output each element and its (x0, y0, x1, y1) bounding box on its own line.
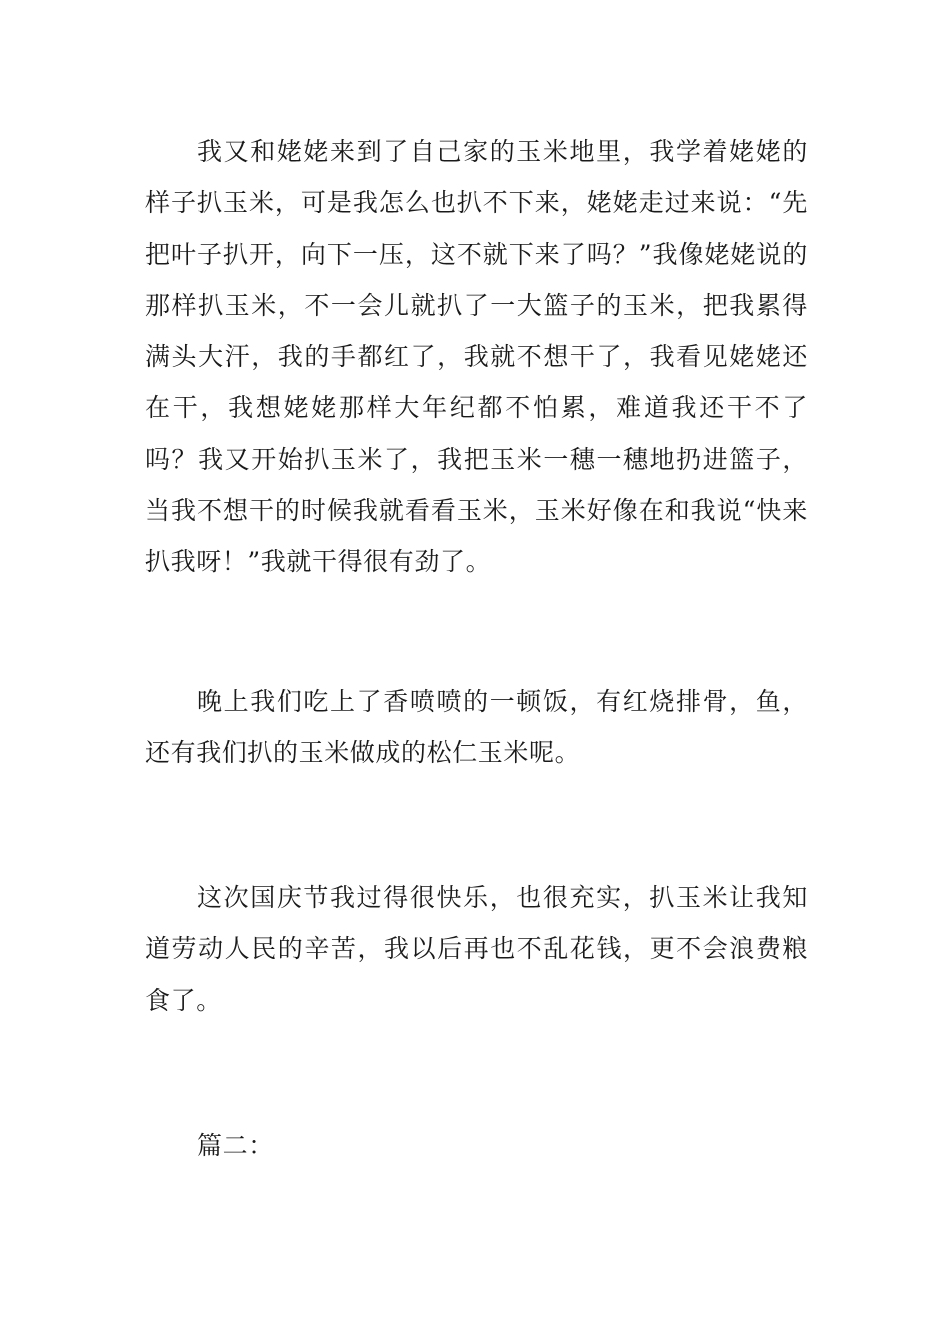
section-heading-part-two: 篇二： (197, 1131, 274, 1160)
paragraph-dinner: 晚上我们吃上了香喷喷的一顿饭，有红烧排骨，鱼，还有我们扒的玉米做成的松仁玉米呢。 (145, 687, 808, 768)
paragraph-conclusion: 这次国庆节我过得很快乐，也很充实，扒玉米让我知道劳动人民的辛苦，我以后再也不乱花钱，更不会浪费粮食了。 (145, 883, 808, 1015)
paragraph-corn-picking: 我又和姥姥来到了自己家的玉米地里，我学着姥姥的样子扒玉米，可是我怎么也扒不下来，姥姥走过来说：“先把叶子扒开，向下一压，这不就下来了吗？”我像姥姥说的那样扒玉米，不一会儿就扒了一大篮子的玉米，把我累得满头大汗，我的手都红了，我就不想干了，我看见姥姥还在干，我想姥姥那样大年纪都不怕累，难道我还干不了吗？我又开始扒玉米了，我把玉米一穗一穗地扔进篮子，当我不想干的时候我就看看玉米，玉米好像在和我说“快来扒我呀！”我就干得很有劲了。 (145, 137, 808, 577)
